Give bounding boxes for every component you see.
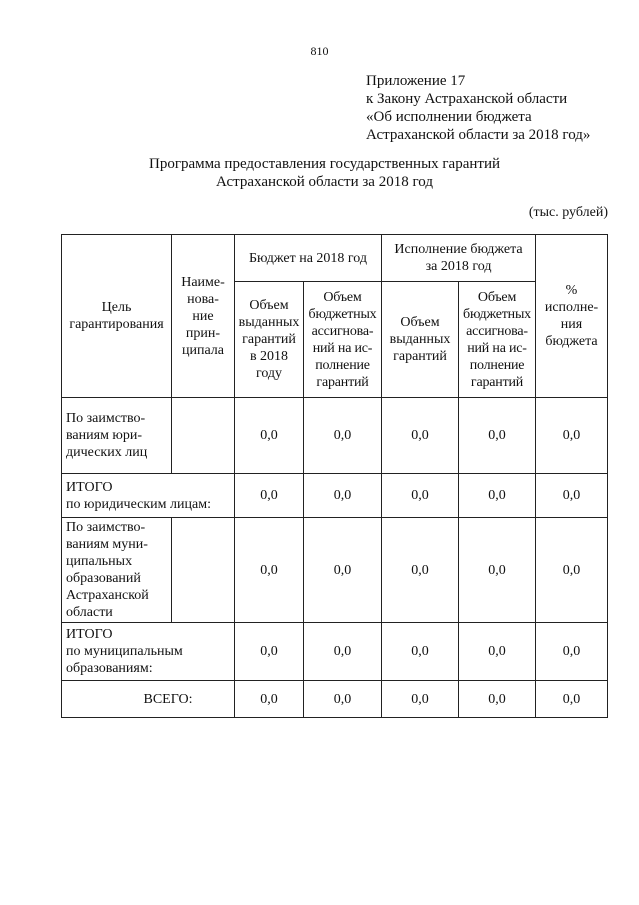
value-cell: 0,0: [536, 681, 608, 718]
row-principal: [172, 398, 235, 474]
value-cell: 0,0: [382, 474, 459, 518]
value-cell: 0,0: [536, 623, 608, 681]
value-cell: 0,0: [304, 474, 382, 518]
table-row-grand-total: [62, 681, 608, 718]
value-cell: 0,0: [235, 474, 304, 518]
value-cell: 0,0: [536, 398, 608, 474]
table-row-total: [62, 623, 608, 681]
appendix-block: [366, 72, 590, 144]
total-label: ИТОГО по юридическим лицам:: [62, 474, 235, 518]
value-cell: 0,0: [382, 518, 459, 623]
appendix-line: к Закону Астраханской области: [366, 91, 568, 107]
row-label: По заимство- ваниям муни- ципальных образований Астраханской области: [62, 518, 172, 623]
appendix-line: «Об исполнении бюджета: [366, 109, 532, 125]
value-cell: 0,0: [235, 623, 304, 681]
header-exec-allocations: Объем бюджетных ассигнова- ний на ис- полнение гарантий: [459, 282, 536, 398]
header-execution-group: Исполнение бюджета за 2018 год: [382, 235, 536, 282]
header-percent: % исполне- ния бюджета: [536, 235, 608, 398]
value-cell: 0,0: [459, 623, 536, 681]
value-cell: 0,0: [459, 398, 536, 474]
document-title: [0, 155, 639, 191]
value-cell: 0,0: [235, 681, 304, 718]
appendix-line: Приложение 17: [366, 73, 466, 89]
table-row-total: [62, 474, 608, 518]
grand-total-label: ВСЕГО:: [62, 681, 235, 718]
value-cell: 0,0: [304, 681, 382, 718]
title-line: Программа предоставления государственных гарантий: [148, 156, 501, 172]
total-label: ИТОГО по муниципальным образованиям:: [62, 623, 235, 681]
value-cell: 0,0: [304, 398, 382, 474]
header-budget-issued: Объем выданных гарантий в 2018 году: [235, 282, 304, 398]
page-number: 810: [310, 44, 329, 58]
value-cell: 0,0: [536, 474, 608, 518]
value-cell: 0,0: [304, 623, 382, 681]
header-budget-group: Бюджет на 2018 год: [235, 235, 382, 282]
value-cell: 0,0: [304, 518, 382, 623]
value-cell: 0,0: [459, 681, 536, 718]
guarantees-table: [61, 234, 608, 718]
appendix-line: Астраханской области за 2018 год»: [366, 127, 591, 143]
units-label: (тыс. рублей): [528, 205, 608, 220]
value-cell: 0,0: [382, 623, 459, 681]
header-principal: Наиме- нова- ние прин- ципала: [172, 235, 235, 398]
value-cell: 0,0: [235, 518, 304, 623]
value-cell: 0,0: [235, 398, 304, 474]
header-exec-issued: Объем выданных гарантий: [382, 282, 459, 398]
value-cell: 0,0: [382, 681, 459, 718]
value-cell: 0,0: [536, 518, 608, 623]
header-budget-allocations: Объем бюджетных ассигнова- ний на ис- полнение гарантий: [304, 282, 382, 398]
title-line: Астраханской области за 2018 год: [216, 174, 433, 190]
value-cell: 0,0: [459, 474, 536, 518]
header-purpose: Цель гарантирования: [62, 235, 172, 398]
value-cell: 0,0: [382, 398, 459, 474]
table-row: [62, 518, 608, 623]
row-label: По заимство- ваниям юри- дических лиц: [62, 398, 172, 474]
table-row: [62, 398, 608, 474]
row-principal: [172, 518, 235, 623]
value-cell: 0,0: [459, 518, 536, 623]
